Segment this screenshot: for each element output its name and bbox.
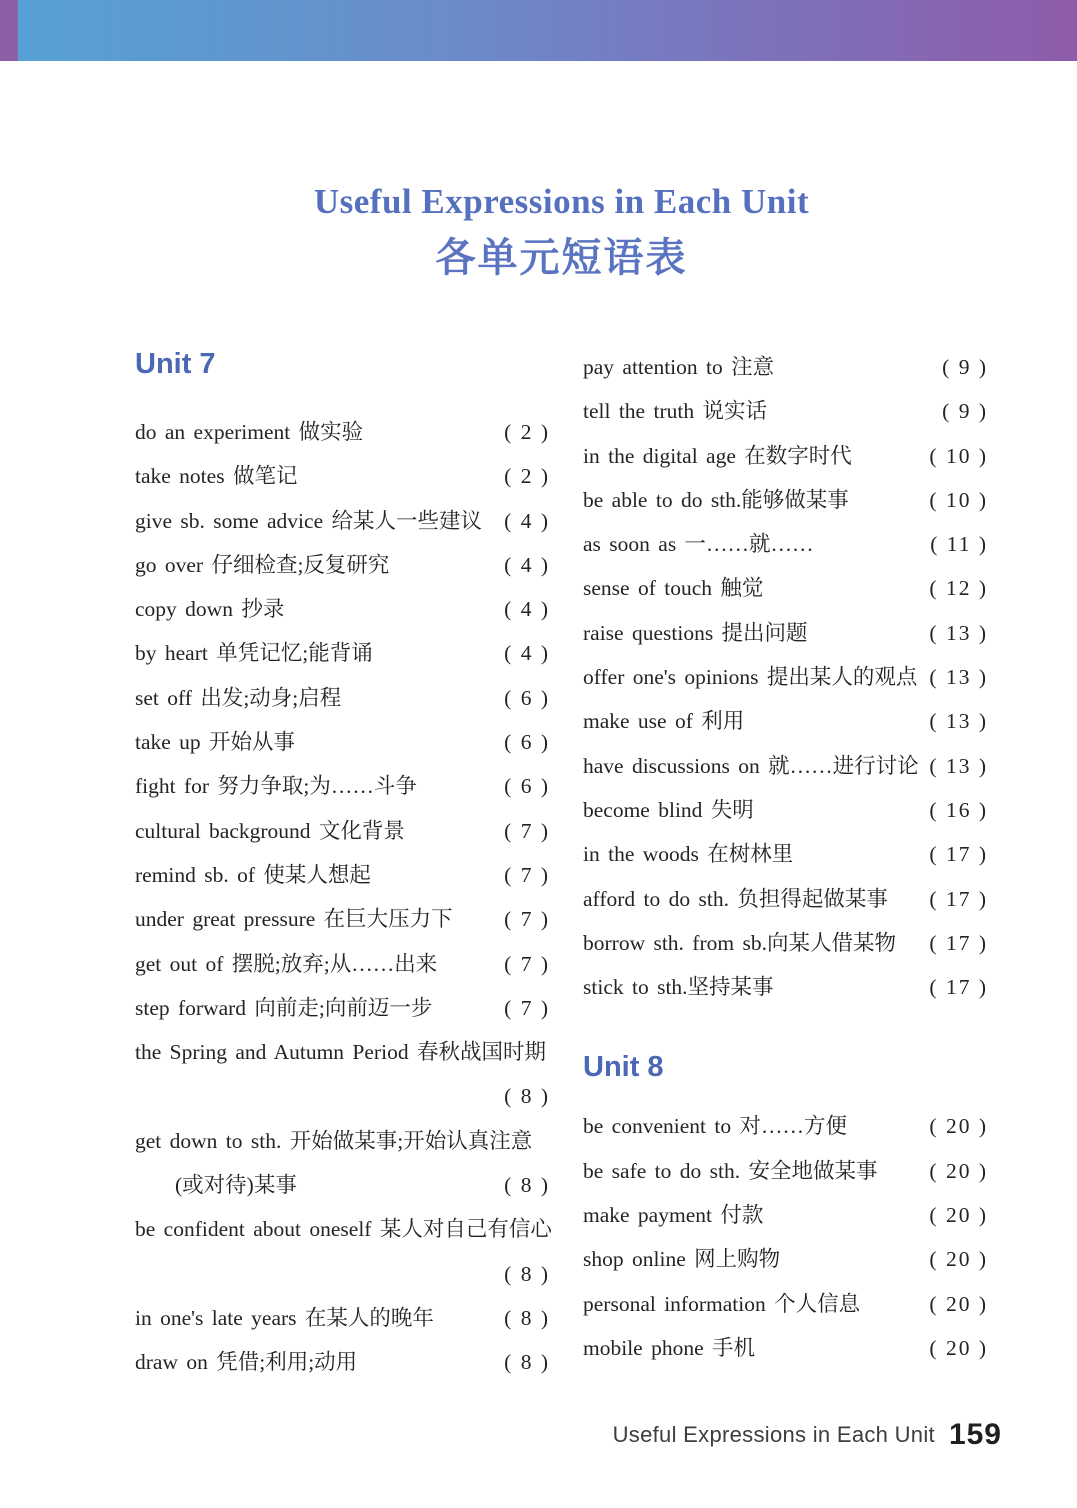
phrase-text: the Spring and Autumn Period 春秋战国时期 — [135, 1040, 546, 1065]
unit-7-items-left — [135, 410, 550, 1385]
phrase-text: raise questions 提出问题 — [583, 620, 808, 645]
footer-running-title: Useful Expressions in Each Unit — [612, 1422, 935, 1447]
page-ref: ( 20 ) — [929, 1158, 988, 1183]
phrase-row — [583, 1237, 988, 1281]
page-title-block — [135, 180, 988, 284]
page-ref: ( 20 ) — [929, 1203, 988, 1228]
page-ref: ( 13 ) — [929, 753, 988, 778]
page-ref: ( 7 ) — [504, 951, 550, 976]
phrase-row — [583, 744, 988, 788]
phrase-row — [135, 410, 550, 454]
phrase-text: do an experiment 做实验 — [135, 420, 364, 444]
phrase-row — [583, 655, 988, 699]
phrase-text: offer one's opinions 提出某人的观点 — [583, 665, 918, 690]
phrase-text: afford to do sth. 负担得起做某事 — [583, 886, 888, 911]
unit-8-items — [583, 1104, 988, 1370]
phrase-text: step forward 向前走;向前迈一步 — [135, 995, 433, 1020]
phrase-row — [583, 1326, 988, 1370]
phrase-row-continuation — [135, 1074, 550, 1118]
phrase-row — [135, 897, 550, 941]
phrase-text: take notes 做笔记 — [135, 464, 298, 489]
phrase-row — [583, 1149, 988, 1193]
page-title-chinese: 各单元短语表 — [435, 235, 688, 280]
page-ref: ( 20 ) — [929, 1291, 988, 1316]
page-ref: ( 20 ) — [929, 1247, 988, 1272]
phrase-row — [583, 566, 988, 610]
right-column — [583, 345, 988, 1385]
phrase-row — [583, 522, 988, 566]
phrase-row — [135, 986, 550, 1030]
phrase-row — [135, 1030, 550, 1074]
page-ref: ( 9 ) — [942, 355, 988, 379]
phrase-text: shop online 网上购物 — [583, 1247, 781, 1272]
phrase-text: be convenient to 对……方便 — [583, 1114, 847, 1139]
phrase-text: be confident about oneself 某人对自己有信心 — [135, 1217, 552, 1242]
phrase-text: as soon as 一……就…… — [583, 532, 814, 557]
page-ref: ( 2 ) — [504, 464, 550, 489]
phrase-text: in one's late years 在某人的晚年 — [135, 1305, 434, 1330]
phrase-row — [583, 921, 988, 965]
phrase-row — [135, 1340, 550, 1384]
phrase-row — [135, 1296, 550, 1340]
page-ref: ( 10 ) — [929, 443, 988, 468]
page-ref: ( 17 ) — [929, 930, 988, 955]
page-ref: ( 20 ) — [929, 1114, 988, 1139]
unit-7-items-right — [583, 345, 988, 1009]
page-ref: ( 7 ) — [504, 907, 550, 932]
phrase-row — [583, 832, 988, 876]
phrase-text: become blind 失明 — [583, 797, 754, 822]
phrase-text: cultural background 文化背景 — [135, 818, 405, 843]
phrase-text: take up 开始从事 — [135, 730, 296, 755]
header-gradient-fill — [18, 0, 1077, 61]
page-ref: ( 8 ) — [504, 1084, 550, 1109]
header-gradient-bar — [0, 0, 1077, 61]
phrase-row — [583, 389, 988, 433]
phrase-row — [135, 499, 550, 543]
phrase-row — [135, 853, 550, 897]
phrase-text: give sb. some advice 给某人一些建议 — [135, 508, 482, 533]
phrase-row — [583, 965, 988, 1009]
phrase-row — [583, 1104, 988, 1148]
phrase-text: draw on 凭借;利用;动用 — [135, 1350, 358, 1375]
page-ref: ( 4 ) — [504, 508, 550, 533]
phrase-text: get out of 摆脱;放弃;从……出来 — [135, 951, 438, 976]
phrase-row-continuation — [135, 1252, 550, 1296]
phrase-text: get down to sth. 开始做某事;开始认真注意 — [135, 1128, 533, 1153]
phrase-row — [583, 788, 988, 832]
page-ref: ( 17 ) — [929, 886, 988, 911]
phrase-row — [135, 454, 550, 498]
unit-7-heading: Unit 7 — [135, 348, 216, 380]
phrase-text: stick to sth.坚持某事 — [583, 975, 774, 1000]
phrase-text: be safe to do sth. 安全地做某事 — [583, 1158, 878, 1183]
phrase-list-columns — [135, 345, 988, 1385]
phrase-row — [583, 611, 988, 655]
page-ref: ( 16 ) — [929, 797, 988, 822]
phrase-text: remind sb. of 使某人想起 — [135, 862, 371, 887]
page-ref: ( 13 ) — [929, 620, 988, 645]
phrase-row — [135, 587, 550, 631]
page-footer — [613, 1418, 1002, 1452]
phrase-text: go over 仔细检查;反复研究 — [135, 552, 390, 577]
page-ref: ( 6 ) — [504, 685, 550, 710]
phrase-row — [583, 1282, 988, 1326]
page-ref: ( 8 ) — [504, 1261, 550, 1286]
phrase-text: have discussions on 就……进行讨论 — [583, 753, 919, 778]
phrase-text: set off 出发;动身;启程 — [135, 685, 342, 710]
phrase-row — [135, 1207, 550, 1251]
phrase-row — [583, 1193, 988, 1237]
unit-8-heading: Unit 8 — [583, 1051, 664, 1084]
phrase-text: by heart 单凭记忆;能背诵 — [135, 641, 373, 666]
page-ref: ( 7 ) — [504, 818, 550, 843]
page-ref: ( 13 ) — [929, 665, 988, 690]
phrase-row-continuation — [135, 1163, 550, 1207]
page-ref: ( 6 ) — [504, 730, 550, 755]
phrase-row — [135, 631, 550, 675]
page-ref: ( 11 ) — [930, 532, 988, 557]
phrase-text: borrow sth. from sb.向某人借某物 — [583, 930, 896, 955]
phrase-text: sense of touch 触觉 — [583, 576, 764, 601]
page-ref: ( 10 ) — [929, 487, 988, 512]
page-ref: ( 8 ) — [504, 1305, 550, 1330]
phrase-row — [583, 877, 988, 921]
phrase-text: in the woods 在树林里 — [583, 842, 794, 867]
phrase-row — [135, 809, 550, 853]
phrase-continuation-text: (或对待)某事 — [175, 1173, 297, 1198]
phrase-text: in the digital age 在数字时代 — [583, 443, 852, 468]
phrase-text: make use of 利用 — [583, 709, 745, 734]
phrase-row — [583, 434, 988, 478]
header-left-edge-strip — [0, 0, 18, 61]
page-ref: ( 13 ) — [929, 709, 988, 734]
page-ref: ( 7 ) — [504, 862, 550, 887]
phrase-text: mobile phone 手机 — [583, 1335, 756, 1360]
page-ref: ( 6 ) — [504, 774, 550, 799]
page-ref: ( 4 ) — [504, 641, 550, 666]
phrase-text: make payment 付款 — [583, 1203, 764, 1228]
page-ref: ( 9 ) — [942, 399, 988, 424]
phrase-row — [135, 1119, 550, 1163]
page-ref: ( 20 ) — [929, 1335, 988, 1360]
phrase-row — [135, 720, 550, 764]
page-ref: ( 17 ) — [929, 842, 988, 867]
page-ref: ( 4 ) — [504, 597, 550, 622]
page-ref: ( 8 ) — [504, 1350, 550, 1375]
page-ref: ( 2 ) — [504, 420, 550, 444]
phrase-row — [135, 543, 550, 587]
phrase-text: be able to do sth.能够做某事 — [583, 487, 849, 512]
page-ref: ( 8 ) — [504, 1173, 550, 1198]
phrase-row — [135, 676, 550, 720]
page-ref: ( 17 ) — [929, 975, 988, 1000]
page-ref: ( 12 ) — [929, 576, 988, 601]
phrase-row — [135, 942, 550, 986]
phrase-text: pay attention to 注意 — [583, 355, 775, 379]
phrase-text: fight for 努力争取;为……斗争 — [135, 774, 417, 799]
left-column — [135, 345, 550, 1385]
page-title-english: Useful Expressions in Each Unit — [313, 182, 810, 221]
phrase-text: under great pressure 在巨大压力下 — [135, 907, 453, 932]
page-ref: ( 4 ) — [504, 552, 550, 577]
phrase-row — [135, 764, 550, 808]
page-ref: ( 7 ) — [504, 995, 550, 1020]
phrase-text: tell the truth 说实话 — [583, 399, 767, 424]
phrase-row — [583, 345, 988, 389]
phrase-row — [583, 478, 988, 522]
phrase-text: personal information 个人信息 — [583, 1291, 861, 1316]
footer-page-number: 159 — [948, 1418, 1002, 1451]
phrase-text: copy down 抄录 — [135, 597, 285, 622]
phrase-row — [583, 699, 988, 743]
